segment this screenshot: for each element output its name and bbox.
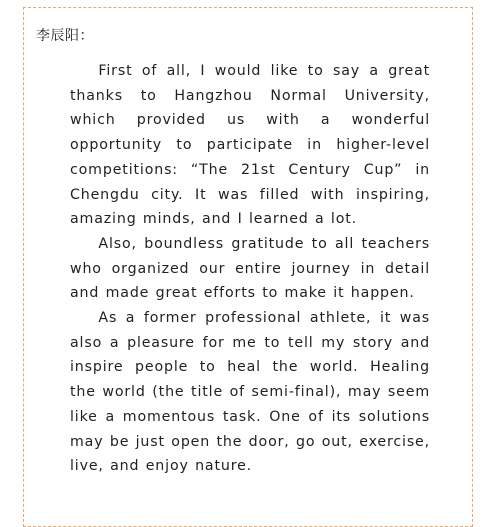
article-body (70, 59, 430, 479)
author-name: 李辰阳： (36, 28, 94, 44)
paragraph-1: First of all, I would like to say a great thanks to Hangzhou Normal University, which provided us with a wonderful opportunity to participate in higher-level competitions: “The 21st Century Cup” in Chengdu city. It was filled with inspiring, amazing minds, and I learned a lot. (70, 63, 430, 228)
article-card (23, 7, 473, 527)
paragraph-2: Also, boundless gratitude to all teachers who organized our entire journey in detail and made great efforts to make it happen. (70, 235, 430, 302)
paragraph-3: As a former professional athlete, it was also a pleasure for me to tell my story and inspire people to heal the world. Healing the world (the title of semi-final), may seem like a momentous task. One of its solutions may be just open the door, go out, exercise, live, and enjoy nature. (70, 310, 430, 475)
